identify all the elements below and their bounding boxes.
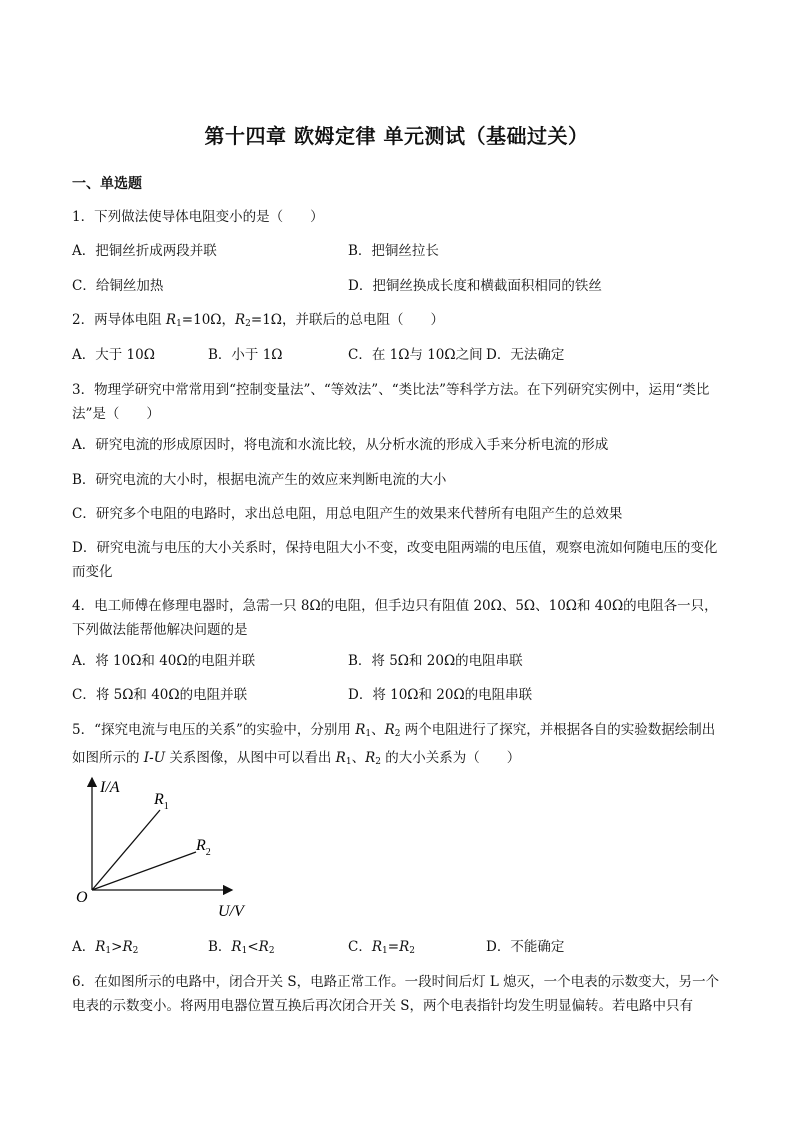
question-1-option-d: D．把铜丝换成长度和横截面积相同的铁丝 <box>348 278 602 294</box>
question-3-option-c: C．研究多个电阻的电路时，求出总电阻，用总电阻产生的效果来代替所有电阻产生的总效果 <box>72 506 623 522</box>
question-4-option-a: A．将 10Ω和 40Ω的电阻并联 <box>72 653 256 669</box>
question-1-option-b: B．把铜丝拉长 <box>348 243 439 259</box>
r2-label: $R_2$ <box>196 837 211 858</box>
question-3-option-a: A．研究电流的形成原因时，将电流和水流比较，从分析水流的形成入手来分析电流的形成 <box>72 437 609 453</box>
question-1-option-c: C．给铜丝加热 <box>72 278 164 294</box>
question-4-option-b: B．将 5Ω和 20Ω的电阻串联 <box>348 653 523 669</box>
question-4-option-c: C．将 5Ω和 40Ω的电阻并联 <box>72 687 248 703</box>
x-axis-label: U/V <box>218 903 244 920</box>
question-1-option-a: A．把铜丝折成两段并联 <box>72 243 217 259</box>
iu-graph <box>70 770 260 920</box>
question-2-option-a: A．大于 10Ω <box>72 347 155 363</box>
page-title: 第十四章 欧姆定律 单元测试（基础过关） <box>204 124 589 148</box>
question-3-option-b: B．研究电流的大小时，根据电流产生的效应来判断电流的大小 <box>72 472 447 488</box>
question-2-option-b: B．小于 1Ω <box>208 347 283 363</box>
question-1-stem: 1．下列做法使导体电阻变小的是（ ） <box>72 209 324 225</box>
r1-label: $R_1$ <box>154 791 169 812</box>
question-6-stem: 6．在如图所示的电路中，闭合开关 S，电路正常工作。一段时间后灯 L 熄灭，一个电表的示数变大，另一个电表的示数变小。将两用电器位置互换后再次闭合开关 S，两个电表指针均发生明显偏转。若电路中只有 <box>72 974 720 1014</box>
question-3-option-d: D．研究电流与电压的大小关系时，保持电阻大小不变，改变电阻两端的电压值，观察电流如何随电压的变化而变化 <box>72 540 718 580</box>
section-heading: 一、单选题 <box>72 176 142 192</box>
question-5-stem: 5．“探究电流与电压的关系”的实验中，分别用 $R_1$、$R_2$ 两个电阻进行了探究，并根据各自的实验数据绘制出如图所示的 I-U 关系图像，从图中可以看出 $R_1$、$R_2$ 的大小关系为（ ） <box>72 722 716 767</box>
question-3-stem: 3．物理学研究中常常用到“控制变量法”、“等效法”、“类比法”等科学方法。在下列研究实例中，运用“类比法”是（ ） <box>72 382 710 422</box>
question-4-option-d: D．将 10Ω和 20Ω的电阻串联 <box>348 687 533 703</box>
question-2-stem: 2．两导体电阻 $R_1=10\Omega$，$R_2=1\Omega$，并联后的总电阻（ ） <box>72 312 444 329</box>
question-2-option-d: D．无法确定 <box>486 347 565 363</box>
question-4-stem: 4．电工师傅在修理电器时，急需一只 8Ω的电阻，但手边只有阻值 20Ω、5Ω、10Ω和 40Ω的电阻各一只，下列做法能帮他解决问题的是 <box>72 598 718 638</box>
question-5-option-a: A．$R_1>R_2$ <box>72 939 139 956</box>
question-2-option-c: C．在 1Ω与 10Ω之间 <box>348 347 483 363</box>
origin-label: O <box>76 889 88 906</box>
question-5-option-c: C．$R_1=R_2$ <box>348 939 415 956</box>
question-5-option-b: B．$R_1<R_2$ <box>208 939 275 956</box>
question-5-option-d: D．不能确定 <box>486 939 565 955</box>
y-axis-label: I/A <box>100 779 120 796</box>
